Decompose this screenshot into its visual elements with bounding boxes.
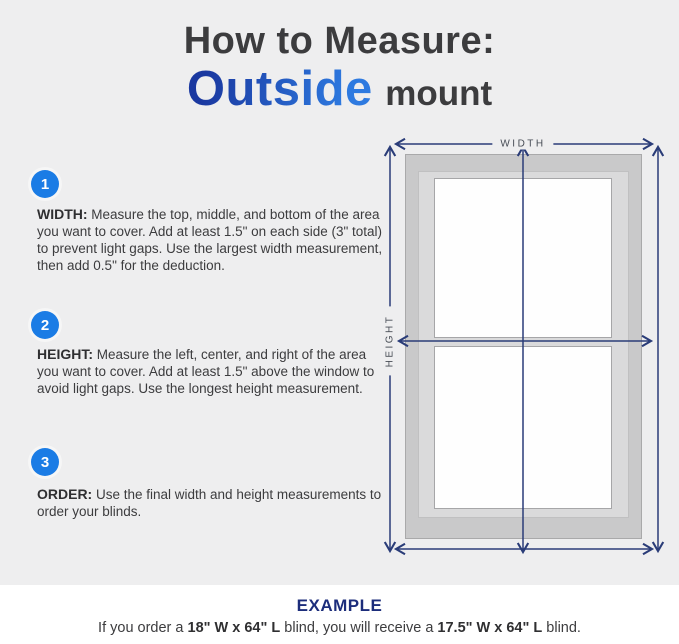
example-heading: EXAMPLE <box>296 596 383 615</box>
step-3-label: ORDER: <box>37 486 93 502</box>
width-dimension-label: WIDTH <box>492 139 553 150</box>
step-1-label: WIDTH: <box>37 206 88 222</box>
title-highlight: Outside <box>186 62 373 116</box>
step-3-body: Use the final width and height measurements to order your blinds. <box>37 487 382 519</box>
page-title-line2 <box>0 62 679 116</box>
window-frame <box>405 154 642 539</box>
window-pane-top <box>434 178 612 338</box>
step-3-text <box>37 486 383 520</box>
height-dimension-label: HEIGHT <box>385 307 396 376</box>
step-2-body: Measure the left, center, and right of the area you want to cover. Add at least 1.5" above the window to avoid light gaps. Use the longest height measurement. <box>37 347 375 396</box>
header <box>0 22 679 114</box>
example-line: If you order a 18" W x 64" L blind, you will receive a 17.5" W x 64" L blind. <box>98 620 581 636</box>
step-1-text <box>37 206 383 274</box>
step-1-body: Measure the top, middle, and bottom of the area you want to cover. Add at least 1.5" on each side (3" total) to prevent light gaps. Use the largest width measurement, then add 0.5" for the deduction. <box>37 207 383 273</box>
step-2-text <box>37 346 383 397</box>
window-pane-bottom <box>434 346 612 509</box>
step-1-badge: 1 <box>31 170 59 198</box>
window-diagram <box>383 136 665 566</box>
step-3-badge: 3 <box>31 448 59 476</box>
step-2-badge: 2 <box>31 311 59 339</box>
page-title-line1: How to Measure: <box>183 20 496 62</box>
step-2-label: HEIGHT: <box>37 346 93 362</box>
footer <box>0 585 679 644</box>
title-suffix: mount <box>385 74 493 113</box>
window-sash <box>418 171 629 518</box>
